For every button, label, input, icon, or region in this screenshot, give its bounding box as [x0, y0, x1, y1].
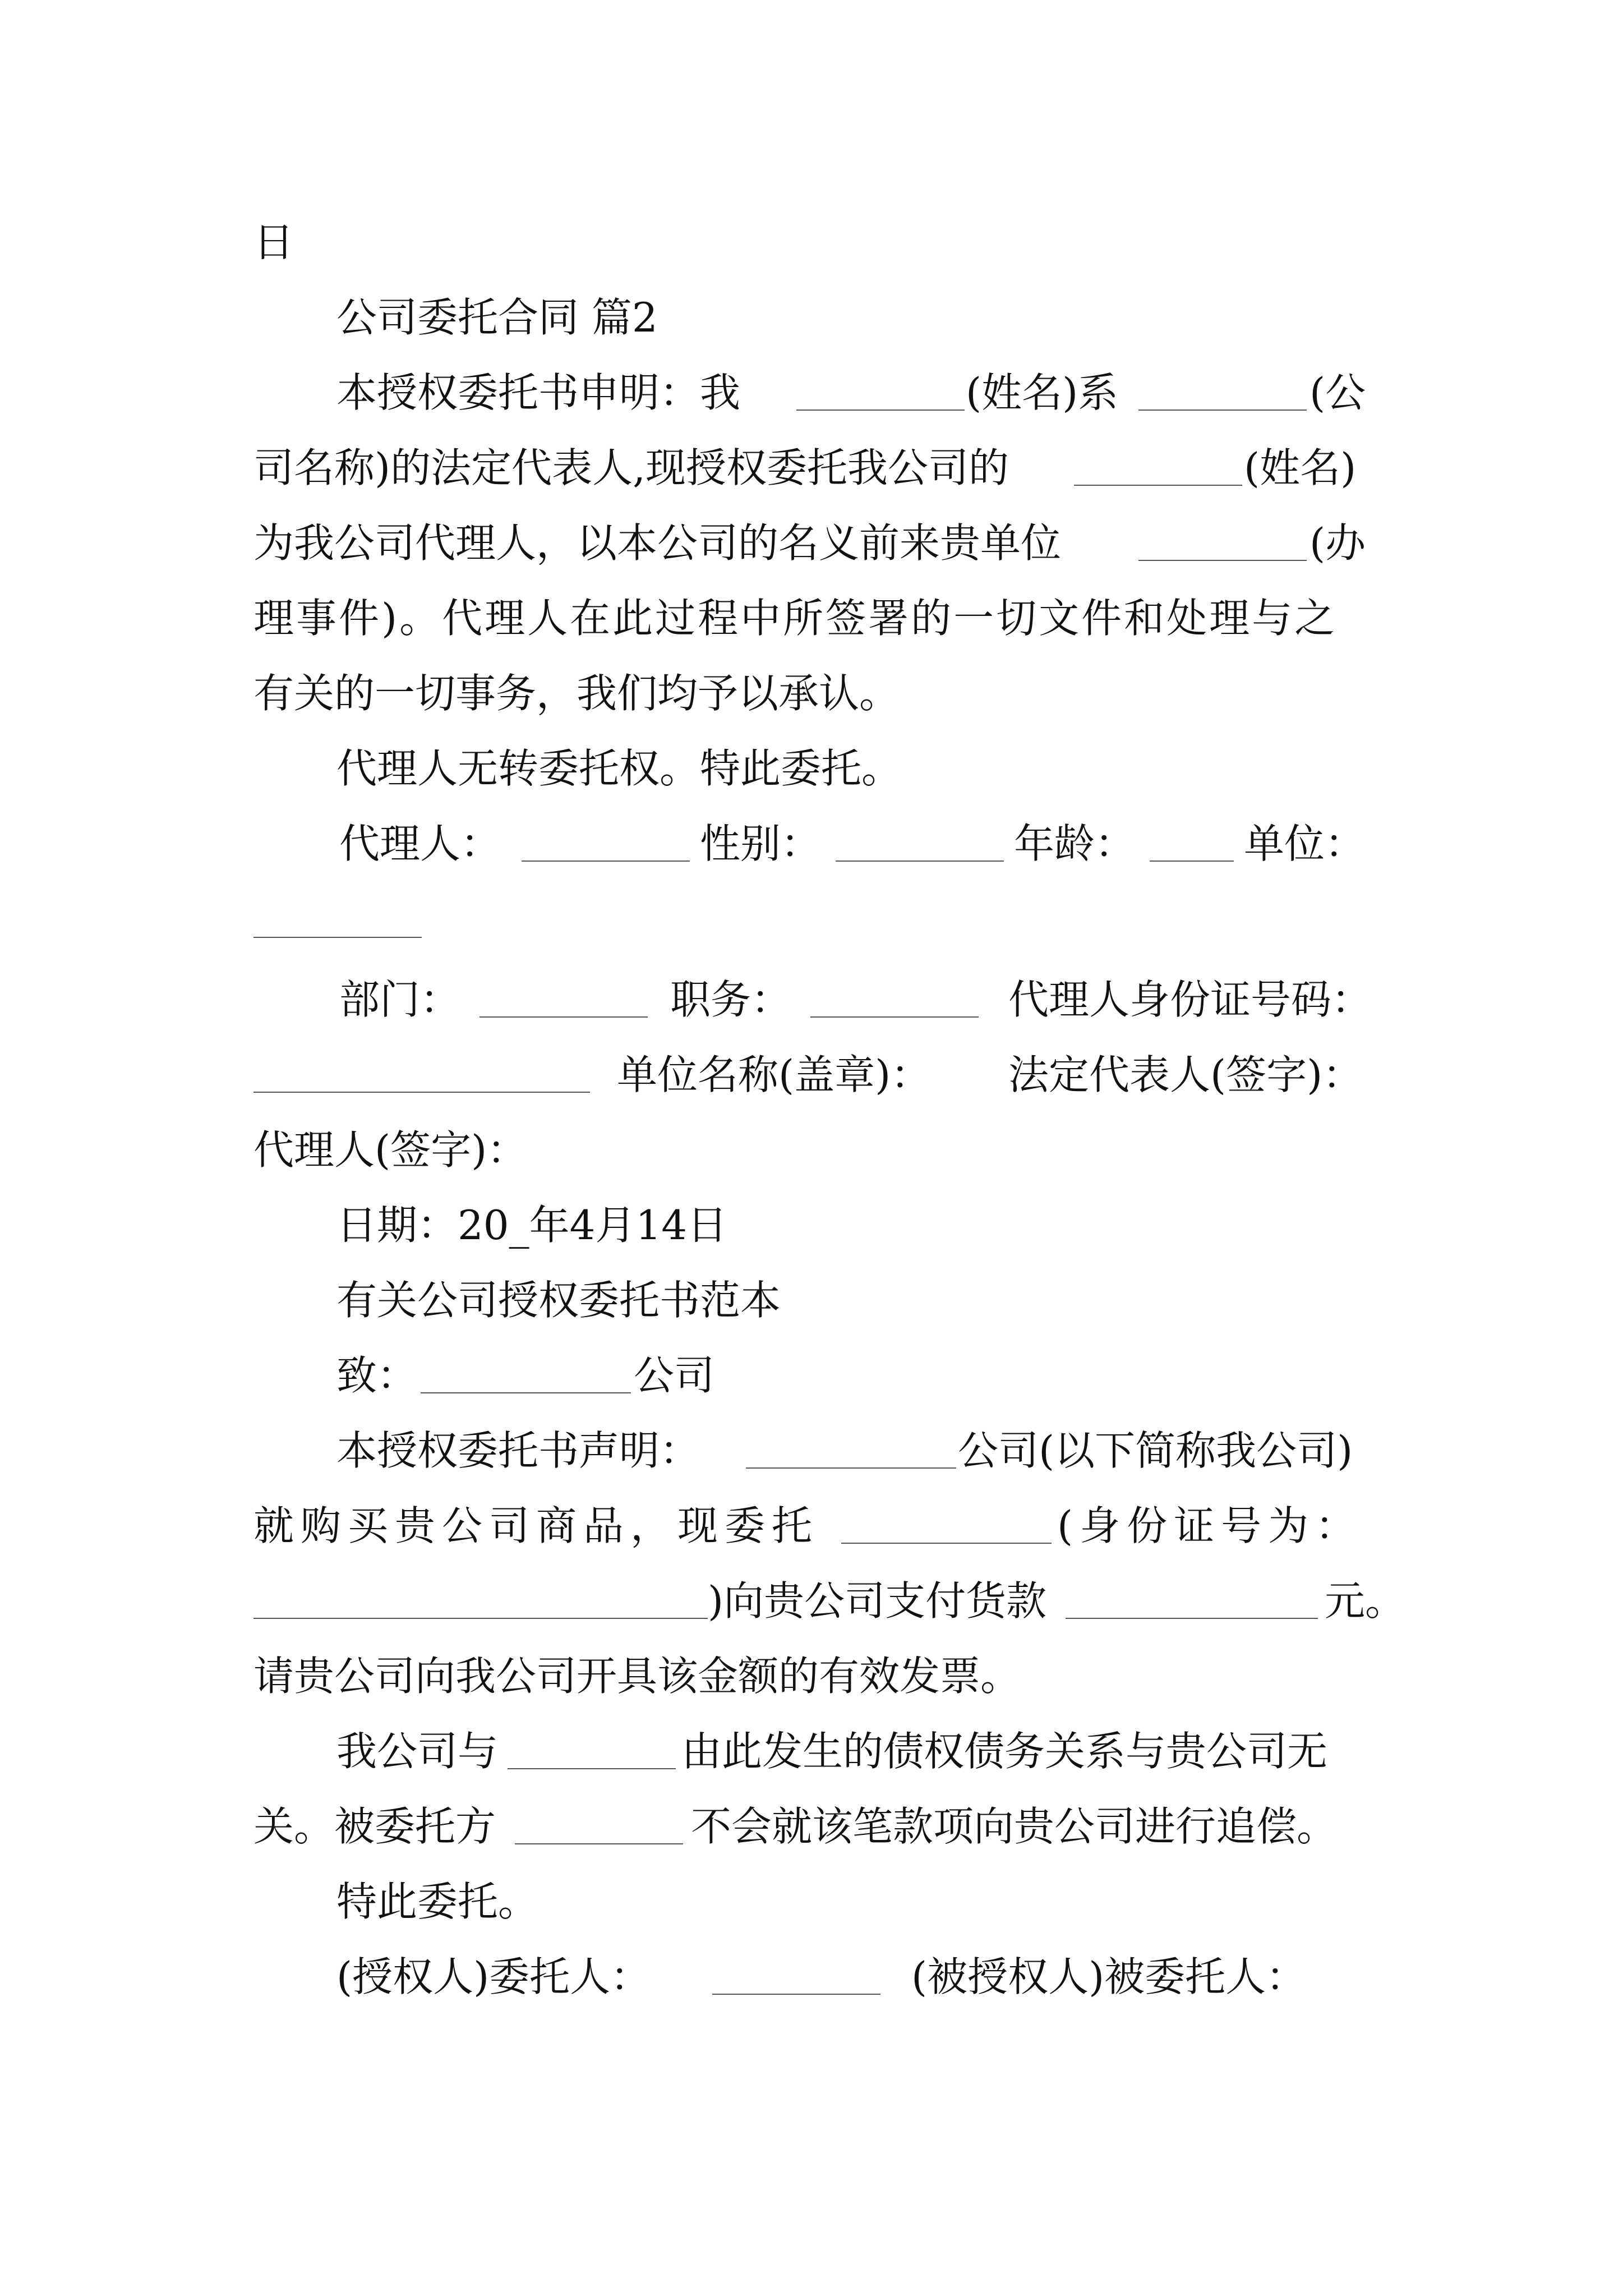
text-segment: 有关的一切事务，我们均予以承认。: [253, 670, 900, 717]
blank-line: [796, 409, 965, 411]
blank-line: [1066, 1618, 1318, 1619]
blank-line: [1138, 409, 1307, 411]
blank-line: [1138, 560, 1307, 561]
text-segment: (身份证号为：: [1057, 1502, 1363, 1549]
field-label: 单位名称(盖章)：: [617, 1051, 932, 1098]
field-label: 代理人身份证号码：: [1008, 976, 1372, 1023]
text-segment: 为我公司代理人，以本公司的名义前来贵单位: [253, 519, 1062, 567]
text-line: [0, 1567, 1623, 1635]
text-line: [0, 209, 1623, 276]
text-line: [0, 660, 1623, 727]
blank-line: [253, 937, 422, 938]
blank-line: [1150, 861, 1234, 862]
text-segment: (公: [1310, 369, 1366, 416]
text-line: [0, 434, 1623, 501]
date-text: 日期：20_年4月14日: [336, 1202, 728, 1249]
text-line: [0, 1868, 1623, 1935]
blank-line: [746, 1467, 956, 1469]
blank-line: [515, 1843, 683, 1844]
section-title: [0, 284, 1623, 351]
text-segment: 请贵公司向我公司开具该金额的有效发票。: [253, 1653, 1021, 1700]
text-line: [0, 1342, 1623, 1409]
text-segment: 特此委托。: [336, 1878, 539, 1925]
text-segment: 本授权委托书申明：我: [336, 369, 741, 416]
text-line: [0, 735, 1623, 802]
text-segment: 公司(以下简称我公司): [958, 1427, 1353, 1474]
text-segment: 致：: [336, 1352, 418, 1399]
section-title-text: 公司委托合同 篇2: [336, 294, 658, 341]
text-segment: 司名称)的法定代表人,现授权委托我公司的: [253, 444, 1009, 491]
blank-line: [421, 1392, 631, 1393]
text-line: [0, 885, 1623, 953]
field-label: 职务：: [670, 976, 792, 1023]
field-label: (被授权人)被委托人：: [911, 1953, 1307, 2000]
text-segment: 本授权委托书声明：: [336, 1427, 700, 1474]
blank-line: [712, 1994, 880, 1995]
field-label: 单位：: [1244, 820, 1366, 867]
text-line: [0, 1718, 1623, 1785]
date-line: [0, 1191, 1623, 1259]
field-label: 性别：: [700, 820, 822, 867]
blank-line: [836, 861, 1004, 862]
blank-line: [810, 1016, 979, 1018]
section-title-text: 有关公司授权委托书范本: [336, 1277, 781, 1324]
text-segment: 不会就该笔款项向贵公司进行追偿。: [691, 1803, 1338, 1850]
text-segment: 就购买贵公司商品，现委托: [253, 1502, 819, 1549]
field-label: 法定代表人(签字)：: [1008, 1051, 1363, 1098]
blank-line: [479, 1016, 648, 1018]
field-label: 部门：: [339, 976, 461, 1023]
text-segment: 元。: [1325, 1577, 1406, 1625]
field-label: (授权人)委托人：: [336, 1953, 651, 2000]
field-label: 年龄：: [1014, 820, 1136, 867]
text-line: [0, 1943, 1623, 2010]
text-segment: 代理人无转委托权。特此委托。: [336, 745, 902, 792]
text-segment: 由此发生的债权债务关系与贵公司无: [681, 1728, 1328, 1775]
text-line: [0, 509, 1623, 577]
text-line: [0, 810, 1623, 877]
continued-date-char: 日: [253, 219, 294, 266]
text-segment: )向贵公司支付货款: [708, 1577, 1047, 1625]
field-label: 代理人：: [339, 820, 501, 867]
blank-line: [253, 1092, 590, 1093]
text-line: [0, 1492, 1623, 1559]
text-line: [0, 1642, 1623, 1710]
field-label: 代理人(签字)：: [253, 1126, 528, 1174]
text-segment: (姓名)系: [966, 369, 1119, 416]
text-segment: 理事件)。代理人在此过程中所签署的一切文件和处理与之: [253, 595, 1338, 642]
blank-line: [522, 861, 690, 862]
text-line: [0, 359, 1623, 426]
blank-line: [1074, 485, 1242, 486]
blank-line: [508, 1768, 676, 1769]
text-line: [0, 1116, 1623, 1184]
text-segment: (姓名): [1244, 444, 1357, 491]
text-line: [0, 1793, 1623, 1860]
blank-line: [253, 1618, 708, 1619]
text-segment: 关。被委托方: [253, 1803, 496, 1850]
text-segment: (办: [1310, 519, 1366, 567]
section-title: [0, 1267, 1623, 1334]
blank-line: [841, 1543, 1052, 1544]
text-line: [0, 1417, 1623, 1484]
text-line: [0, 966, 1623, 1033]
text-line: [0, 585, 1623, 652]
text-segment: 我公司与: [336, 1728, 499, 1775]
text-line: [0, 1041, 1623, 1108]
text-segment: 公司: [634, 1352, 715, 1399]
